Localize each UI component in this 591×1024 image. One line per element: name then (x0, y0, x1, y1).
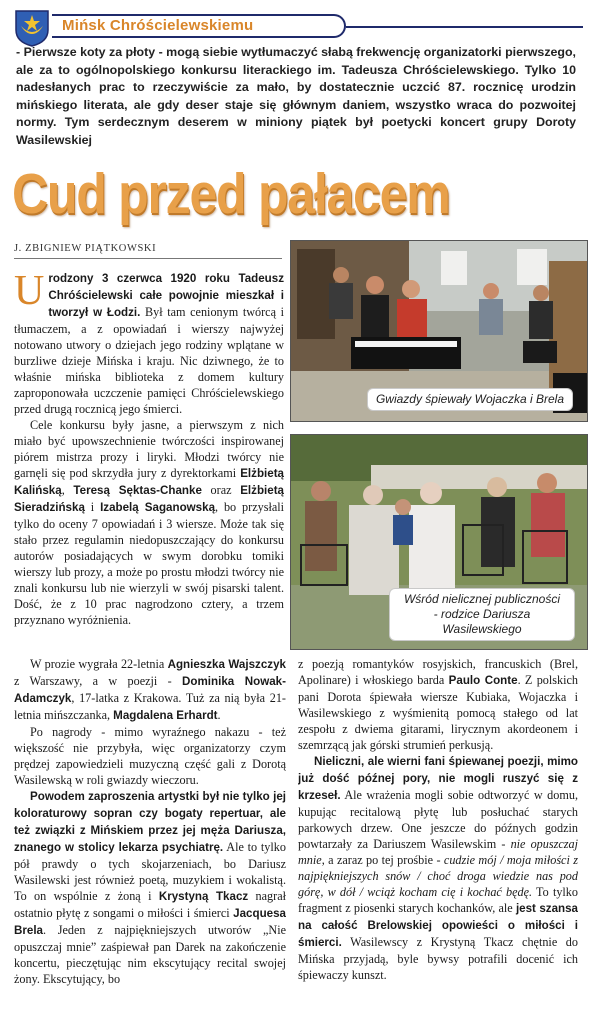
section-header (8, 6, 583, 48)
paragraph-6: z poezją romantyków rosyjskich, francuskich (Brel, Apolinare) i włoskiego barda Paulo Conte. Z polskich pani Dorota śpiewała wiersze Kubiaka, Wojaczka i Wasilewskiego z wyśmienitą pomocą stałego od lat zespołu z dwiema gitarami, lirycznym akordeonem i szemrzącą jak górski strumień perkusją. (298, 657, 578, 752)
audience-photo (290, 434, 588, 650)
photo2-caption-line2: - rodzice Dariusza Wasilewskiego (433, 607, 531, 636)
article-column-lower-right (298, 656, 578, 1018)
section-title: Mińsk Chróścielewskiemu (62, 17, 254, 34)
article-headline: Cud przed pałacem (12, 162, 450, 226)
header-rule (346, 26, 583, 28)
town-crest-icon (12, 8, 52, 48)
article-column-upper-left (14, 270, 284, 660)
paragraph-5: Powodem zaproszenia artystki był nie tylko jej koloraturowy sopran czy bogaty repertuar, ale też związki z Mińskiem przez jej męża Dariusza, znanego w stolicy lekarza psychiatrę. Ale to tylko pół prawdy o tych skojarzeniach, bo Dariusz Wasilewski jest również poetą, muzykiem i wokalistą. To on wspólnie z żoną i Krystyną Tkacz nagrał ostatnio płytę z songami o miłości i śmierci Jacquesa Brela. Jeden z najpiękniejszych utworów „Nie opuszczaj mnie” zaśpiewał pan Darek na zakończenie koncertu, pieczętując nim ekscytujący recital swojej żony. Ekscytujący, bo (14, 790, 286, 986)
concert-photo (290, 240, 588, 422)
lead-paragraph: - Pierwsze koty za płoty - mogą siebie wytłumaczyć słabą frekwencję organizatorki pierwszego, ale za to ogólnopolskiego konkursu literackiego im. Tadeusza Chróścielewskiego. Tylko 10 nadesłanych prac to rzeczywiście za mało, by dostatecznie uczcić 87. rocznicę urodzin mińskiego literata, ale gdy deser staje się głównym daniem, wszystko wraca do pozwoitej normy. Tym serdecznym deserem w miniony piątek był poetycki koncert grupy Doroty Wasilewskiej (16, 45, 576, 147)
byline: J. ZBIGNIEW PIĄTKOWSKI (14, 243, 157, 254)
paragraph-2: Cele konkursu były jasne, a pierwszym z nich miało być upowszechnienie twórczości inspirowanej piórem mistrza prozy i liryki. Młodzi twórcy nie garnęli się pod skrzydła jury z dyrektorkami Elżbietą Kalińską, Teresą Sęktas-Chanke oraz Elżbietą Sieradzińską i Izabelą Saganowską, bo przysłali tylko do oceny 7 opowiadań i 3 wiersze. Może tak się stało przez regulamin niedopuszczający do konkursu autorów posiadających w swym dorobku tomiki wierszy lub prozy, a może po prostu młodzi twórcy nie znali konkursu lub nie wierzyli w swój pisarski talent. Dość, że z 10 prac nagrodzono cztery, a trzem przyznano wyróżnienia. (14, 418, 284, 627)
section-tab (52, 14, 346, 38)
paragraph-7: Nieliczni, ale wierni fani śpiewanej poezji, mimo już dość późnej pory, nie mogli ruszyć się z krzeseł. Ale wrażenia mogli sobie odtworzyć w domu, kupując recitalową płytę lub posłuchać starych parkowych drzew. One jeszcze do późnych godzin powtarzały za Dariuszem Wasilewskim - nie opuszczaj mnie, a zaraz po tej prośbie - cudzie mój / moja miłości z najpiękniejszych snów / choć droga wiedzie nas pod górę, w dół / wciąż kocham cię i kochać będę. To tylko fragment z piosenki starych kochanków, ale jest szansa na całość Brelowskiej opowieści o miłości i śmierci. Wasilewscy z Krystyną Tkacz chętnie do Mińska przyjadą, byle bywsy potrafili docenić ich śpiewaczy kunszt. (298, 755, 578, 982)
photo2-caption-line1: Wśród nielicznej publiczności (403, 592, 561, 606)
drop-cap: U (14, 270, 45, 314)
byline-rule (14, 258, 282, 259)
photo1-caption: Gwiazdy śpiewały Wojaczka i Brela (367, 388, 573, 411)
paragraph-3: W prozie wygrała 22-letnia Agnieszka Wajszczyk z Warszawy, a w poezji - Dominika Nowak-Adamczyk, 17-latka z Krakowa. Tuż za nią była 21-letnia mińszczanka, Magdalena Erhardt. (14, 657, 286, 722)
paragraph-1: Urodzony 3 czerwca 1920 roku Tadeusz Chróścielewski całe powojnie mieszkał i tworzył w Łodzi. Był tam cenionym twórcą i tłumaczem, a z opowiadań i wierszy najwyżej notowano utwory o dziejach jego rodziny wplątane w burzliwe dzieje Mińska i kraju. Nic dziwnego, że to właśnie mińska biblioteka z domem kultury zaproponowała uczczenie pamięci Chróścielewskiego przed drugą rocznicą jego śmierci. (14, 270, 284, 416)
paragraph-4: Po nagrody - mimo wyraźnego nakazu - też większość nie przybyła, więc organizatorzy czym prędzej zapowiedzieli muzyczną część gali z Dorotą Wasilewską w roli gwiazdy wieczoru. (14, 725, 286, 787)
photo2-caption (389, 588, 575, 641)
article-column-lower-left (14, 656, 286, 1018)
